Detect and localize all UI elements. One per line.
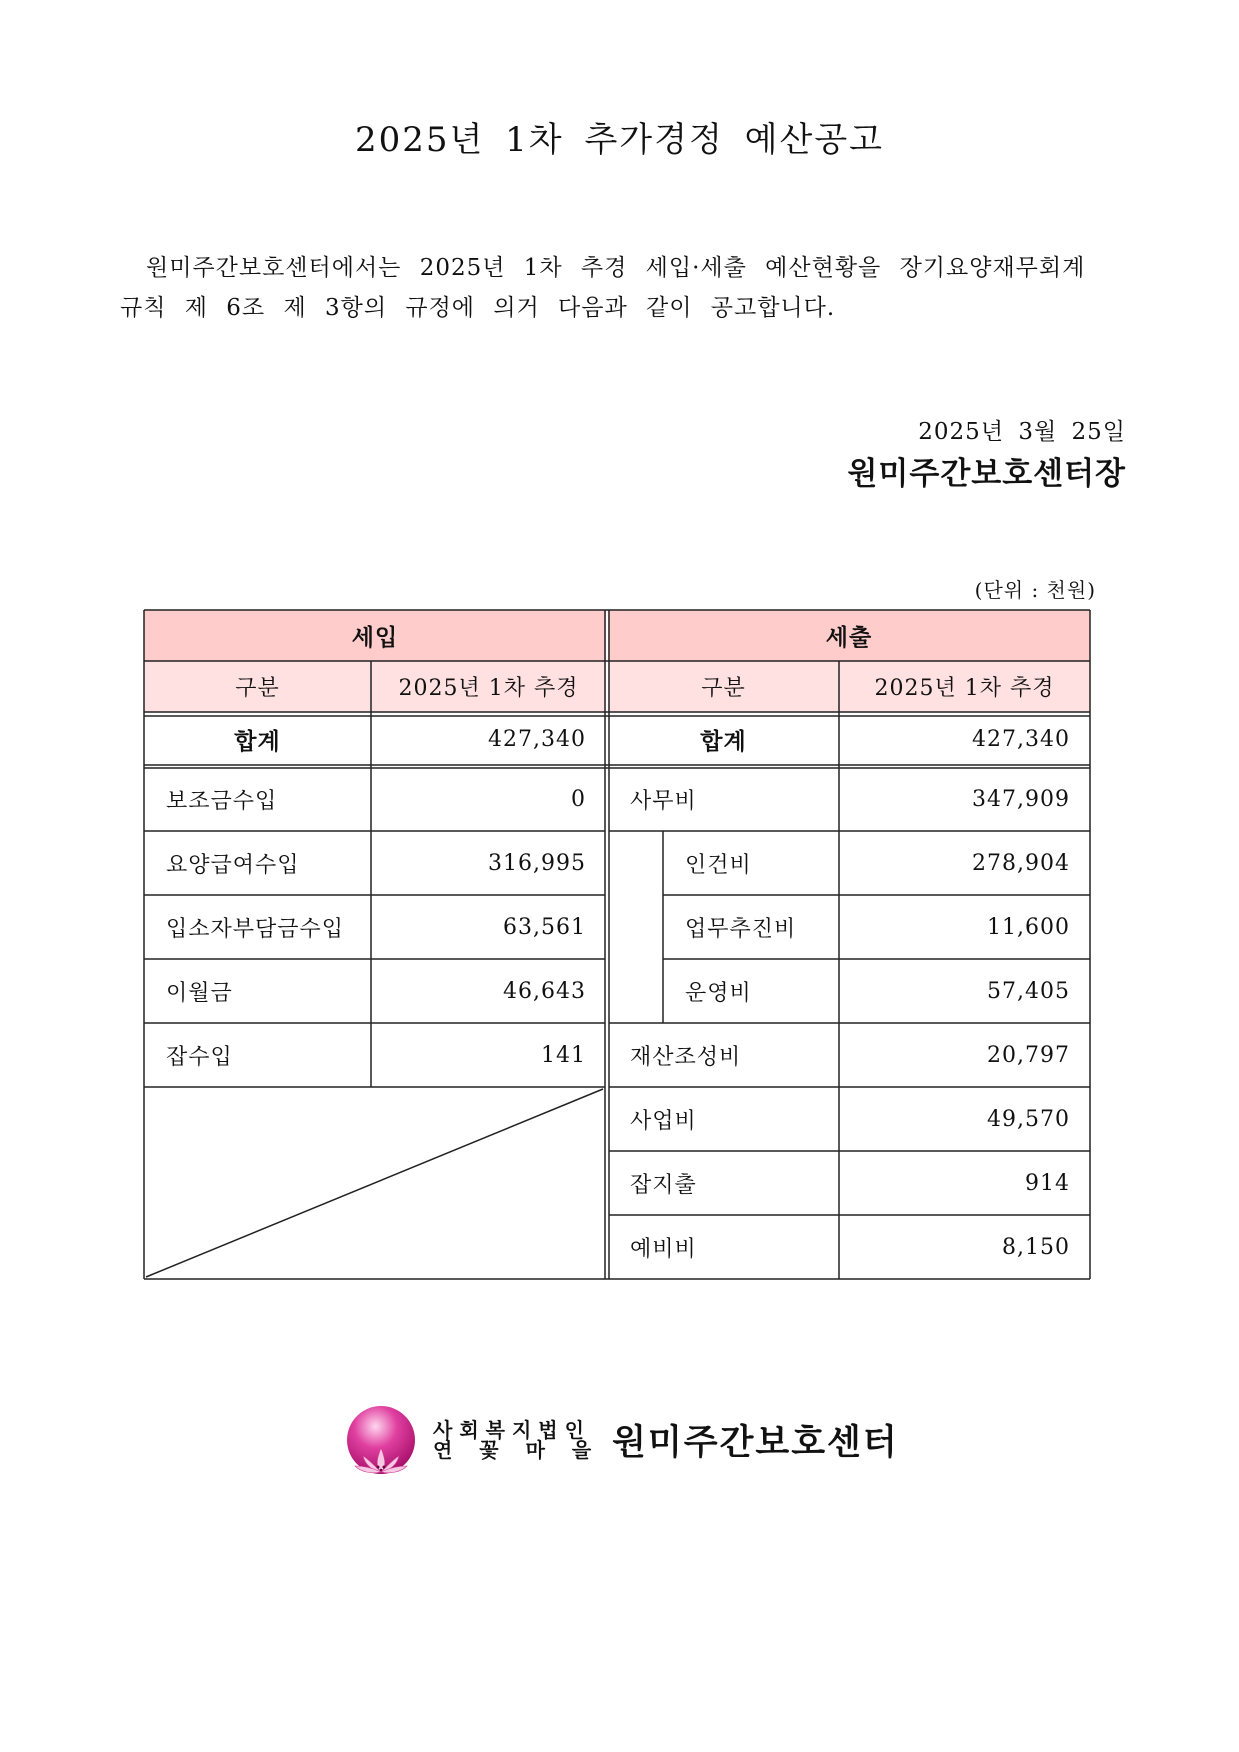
revenue-col-amount: 2025년 1차 추경 (371, 661, 606, 712)
expenditure-row-label: 잡지출 (630, 1172, 697, 1198)
expenditure-row-value: 20,797 (987, 1042, 1070, 1068)
signer-name: 원미주간보호센터장 (847, 456, 1126, 492)
expenditure-sub-label: 운영비 (685, 980, 752, 1006)
expenditure-header: 세출 (608, 610, 1090, 661)
expenditure-row-label: 사업비 (630, 1108, 697, 1134)
revenue-row-value: 141 (541, 1042, 586, 1068)
revenue-row-value: 0 (571, 786, 586, 812)
expenditure-row-label: 예비비 (630, 1236, 697, 1262)
expenditure-sub-label: 업무추진비 (685, 916, 797, 942)
expenditure-sub-value: 11,600 (987, 914, 1070, 940)
expenditure-sub-value: 278,904 (972, 850, 1070, 876)
revenue-col-category: 구분 (144, 661, 371, 712)
revenue-row-value: 46,643 (503, 978, 586, 1004)
revenue-row-label: 이월금 (166, 980, 233, 1006)
expenditure-col-category: 구분 (608, 661, 839, 712)
expenditure-sub-label: 인건비 (685, 852, 752, 878)
revenue-total-value: 427,340 (488, 727, 586, 752)
intro-line-1: 원미주간보호센터에서는 2025년 1차 추경 세입·세출 예산현황을 장기요양재무회계 (146, 255, 1086, 281)
revenue-total-label: 합계 (234, 729, 281, 755)
expenditure-sub-value: 57,405 (987, 978, 1070, 1004)
revenue-row-value: 316,995 (488, 850, 586, 876)
intro-paragraph (120, 248, 1125, 328)
corporation-line-2: 연 꽃 마 을 (433, 1438, 599, 1462)
expenditure-row-value: 914 (1025, 1170, 1070, 1196)
corporation-name (433, 1420, 598, 1460)
lotus-logo-icon (343, 1404, 419, 1476)
revenue-row-label: 보조금수입 (166, 788, 278, 814)
expenditure-row-label: 재산조성비 (630, 1044, 742, 1070)
revenue-row-label: 잡수입 (166, 1044, 233, 1070)
footer-organization (343, 1404, 899, 1476)
revenue-header: 세입 (144, 610, 606, 661)
expenditure-total-label: 합계 (700, 729, 747, 755)
expenditure-total-value: 427,340 (972, 727, 1070, 752)
corporation-line-1: 사회복지법인 (433, 1418, 591, 1442)
expenditure-office-label: 사무비 (630, 788, 697, 814)
expenditure-office-value: 347,909 (972, 786, 1070, 812)
intro-line-2: 규칙 제 6조 제 3항의 규정에 의거 다음과 같이 공고합니다. (120, 295, 836, 321)
expenditure-row-value: 8,150 (1002, 1234, 1070, 1260)
center-name: 원미주간보호센터 (612, 1423, 899, 1463)
revenue-row-value: 63,561 (503, 914, 586, 940)
unit-note: (단위 : 천원) (974, 578, 1096, 602)
expenditure-row-value: 49,570 (987, 1106, 1070, 1132)
page-title: 2025년 1차 추가경정 예산공고 (354, 120, 885, 160)
notice-date: 2025년 3월 25일 (918, 419, 1126, 445)
expenditure-col-amount: 2025년 1차 추경 (839, 661, 1090, 712)
revenue-row-label: 요양급여수입 (166, 852, 300, 878)
revenue-row-label: 입소자부담금수입 (166, 916, 345, 942)
